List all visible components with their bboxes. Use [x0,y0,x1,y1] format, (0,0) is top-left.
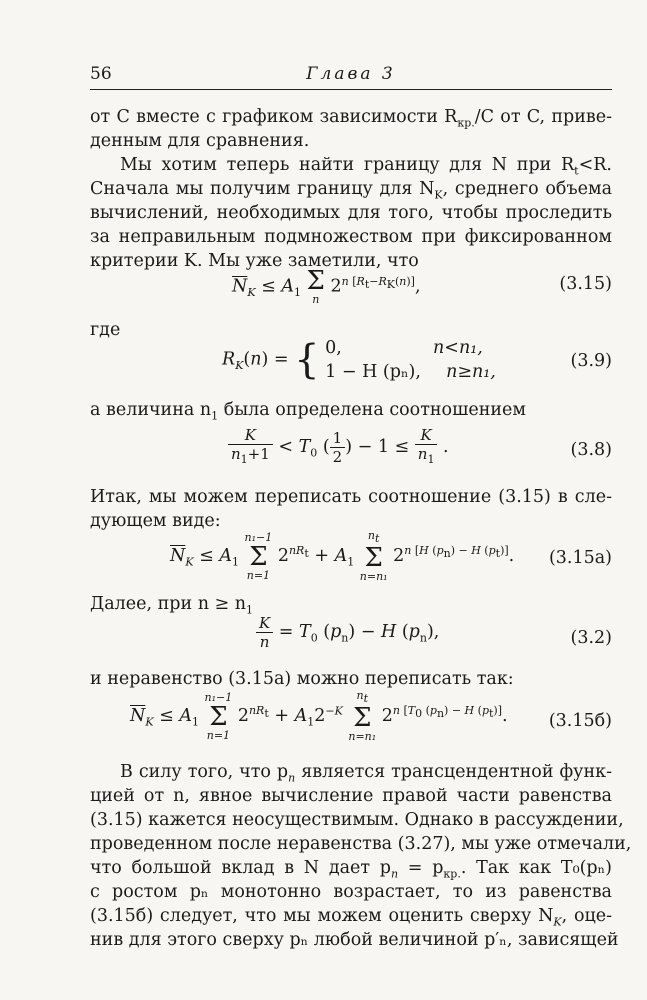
text-line-4: Сначала мы получим границу для $N_K$, среднего объема [90,179,613,202]
text-line-5: вычислений, необходимых для того, чтобы проследить [90,203,612,223]
text-line-9: Итак, мы можем переписать соотношение (3.15) в сле- [90,487,612,507]
text-where: где [90,320,121,340]
page-header [90,64,612,88]
text-line-7: критерии K. Мы уже заметили, что [90,251,419,271]
text-line-3: Мы хотим теперь найти границу для N при $R_t<R$. [120,155,612,178]
equation-label-3-9: (3.9) [570,351,612,371]
para-line-3: (3.15) кажется неосуществимым. Однако в рассуждении, [90,810,624,830]
chapter-title: Глава 3 [306,64,396,84]
para-line-6: с ростом pₙ монотонно возрастает, то из равенства [90,882,612,902]
equation-3-8: $\frac{K}{n_1+1}$ < $T_0$ ( $\frac{1}{2}$ ) − 1 ≤ $\frac{K}{n_1}$ . [228,426,449,469]
equation-label-3-15: (3.15) [559,274,612,294]
equation-3-2: $\frac{K}{n}$ = $T_0$ $(p_n) - H$ $(p_n)$, [256,614,439,651]
para-line-4: проведенном после неравенства (3.27), мы уже отмечали, [90,834,632,854]
case-1-value: 0, [325,338,342,358]
para-line-2: цией от n, явное вычисление правой части равенства [90,786,612,806]
equation-label-3-15b: (3.15б) [548,711,612,731]
case-2-cond: n≥n₁, [446,362,496,382]
equation-3-15b: $\overline{N}_K \le A_1$ n₁−1 Σ n=1 $2^{nR_t} + A_12^{-K}$ $n_t$ Σ n=n₁ $2^{n [T_0 (p_n) - H (p_t)]}$. [130,689,508,744]
text-line-6: за неправильным подмножеством при фиксированном [90,227,612,247]
equation-label-3-2: (3.2) [570,628,612,648]
case-1-cond: n<n₁, [433,338,483,358]
equation-3-15a: $\overline{N}_K \le A_1$ n₁−1 Σ n=1 $2^{nR_t} + A_1$ $n_t$ Σ n=n₁ $2^{n [H (p_n) - H (p_t)]}$. [170,529,515,584]
para-line-7: (3.15б) следует, что мы можем оценить сверху $N_K$, оце- [90,906,612,929]
equation-3-15: $\overline{N}_K \le A_1$ Σ n $2^{n [R_t-R_K(n)]}$, [232,266,421,306]
para-line-5: что большой вклад в N дает $p_n = p_{кр.}$. Так как T₀(pₙ) [90,858,613,881]
text-line-10: дующем виде: [90,511,221,531]
para-line-8: нив для этого сверху pₙ любой величиной p′ₙ, зависящей [90,930,619,950]
case-2-value: 1 − H (pₙ), [325,362,421,382]
text-line-2: денным для сравнения. [90,131,310,151]
equation-3-9: $R_K(n)$ = { 0, n<n₁, 1 − H (pₙ), n≥n₁, [222,337,496,383]
text-line-8: а величина $n_1$ была определена соотношением [90,400,526,423]
header-rule [90,89,612,90]
text-line-11: Далее, при $n \ge n_1$ [90,594,254,617]
equation-label-3-8: (3.8) [570,440,612,460]
text-line-12: и неравенство (3.15а) можно переписать так: [90,669,514,689]
equation-label-3-15a: (3.15а) [548,548,612,568]
page-number: 56 [90,64,112,84]
para-line-1: В силу того, что $p_n$ является трансцендентной функ- [120,762,612,785]
text-line-1: от C вместе с графиком зависимости $R_{кр.}/C$ от C, приве- [90,107,612,130]
